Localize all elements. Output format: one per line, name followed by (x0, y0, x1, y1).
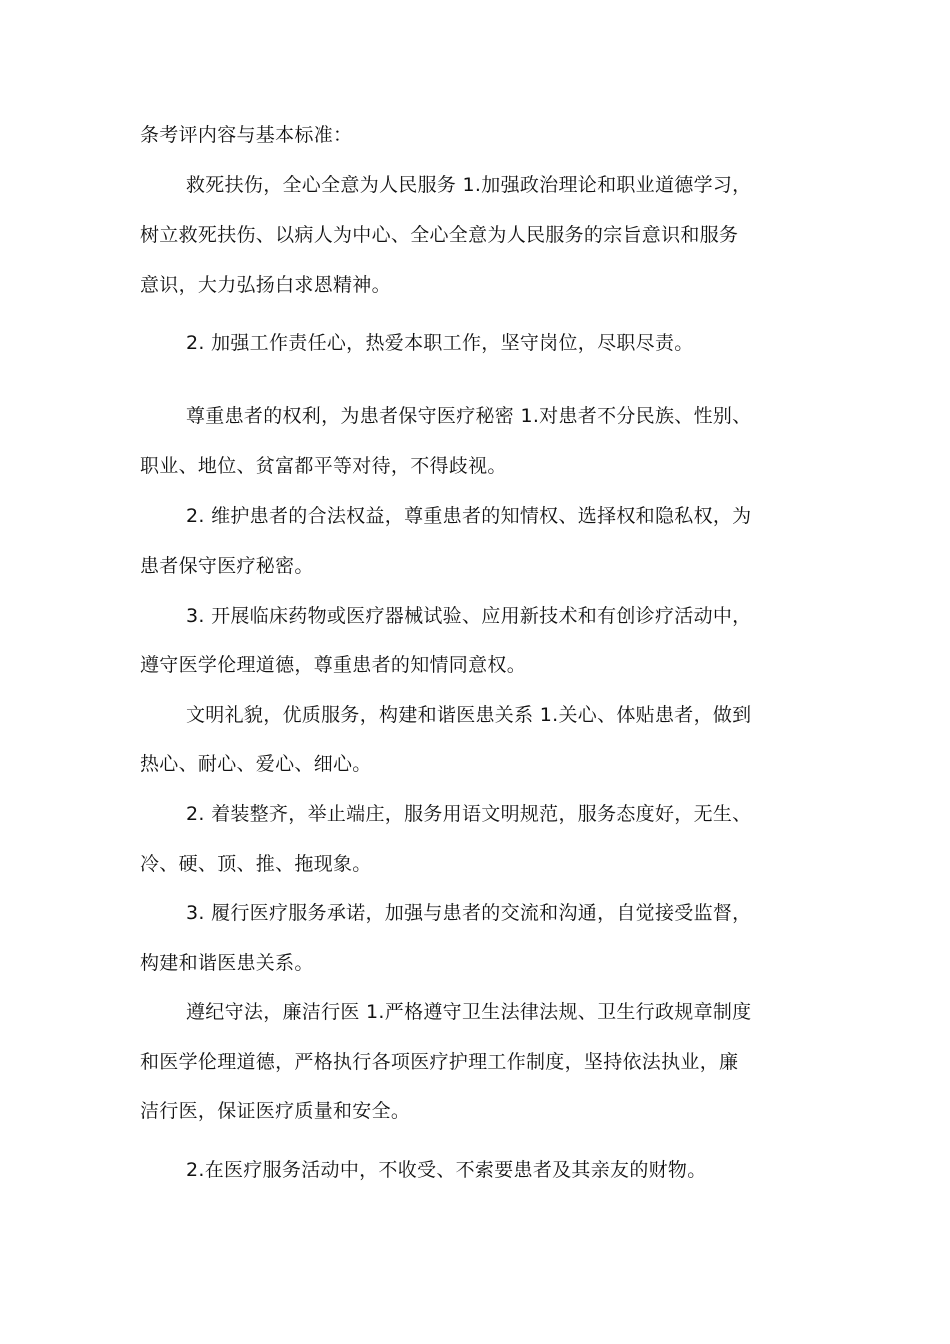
text-line: 救死扶伤，全心全意为人民服务 1.加强政治理论和职业道德学习， (186, 174, 752, 196)
text-line: 3. 履行医疗服务承诺，加强与患者的交流和沟通，自觉接受监督， (186, 902, 752, 924)
text-line: 遵守医学伦理道德，尊重患者的知情同意权。 (140, 654, 527, 676)
text-line: 构建和谐医患关系。 (140, 952, 314, 974)
text-line: 2.在医疗服务活动中，不收受、不索要患者及其亲友的财物。 (186, 1159, 707, 1181)
text-line: 患者保守医疗秘密。 (140, 555, 314, 577)
text-line: 文明礼貌，优质服务，构建和谐医患关系 1.关心、体贴患者，做到 (186, 704, 752, 726)
text-line: 树立救死扶伤、以病人为中心、全心全意为人民服务的宗旨意识和服务 (140, 224, 739, 246)
text-line: 2. 维护患者的合法权益，尊重患者的知情权、选择权和隐私权，为 (186, 505, 752, 527)
text-line: 条考评内容与基本标准： (140, 124, 353, 146)
text-line: 尊重患者的权利，为患者保守医疗秘密 1.对患者不分民族、性别、 (186, 405, 752, 427)
text-line: 洁行医，保证医疗质量和安全。 (140, 1100, 411, 1122)
text-line: 2. 着装整齐，举止端庄，服务用语文明规范，服务态度好，无生、 (186, 803, 752, 825)
text-line: 遵纪守法，廉洁行医 1.严格遵守卫生法律法规、卫生行政规章制度 (186, 1001, 752, 1023)
text-line: 热心、耐心、爱心、细心。 (140, 753, 372, 775)
text-line: 意识，大力弘扬白求恩精神。 (140, 274, 391, 296)
text-line: 3. 开展临床药物或医疗器械试验、应用新技术和有创诊疗活动中， (186, 605, 752, 627)
text-line: 2. 加强工作责任心，热爱本职工作，坚守岗位，尽职尽责。 (186, 332, 694, 354)
text-line: 和医学伦理道德，严格执行各项医疗护理工作制度，坚持依法执业，廉 (140, 1051, 739, 1073)
text-line: 冷、硬、顶、推、拖现象。 (140, 853, 372, 875)
text-line: 职业、地位、贫富都平等对待，不得歧视。 (140, 455, 507, 477)
